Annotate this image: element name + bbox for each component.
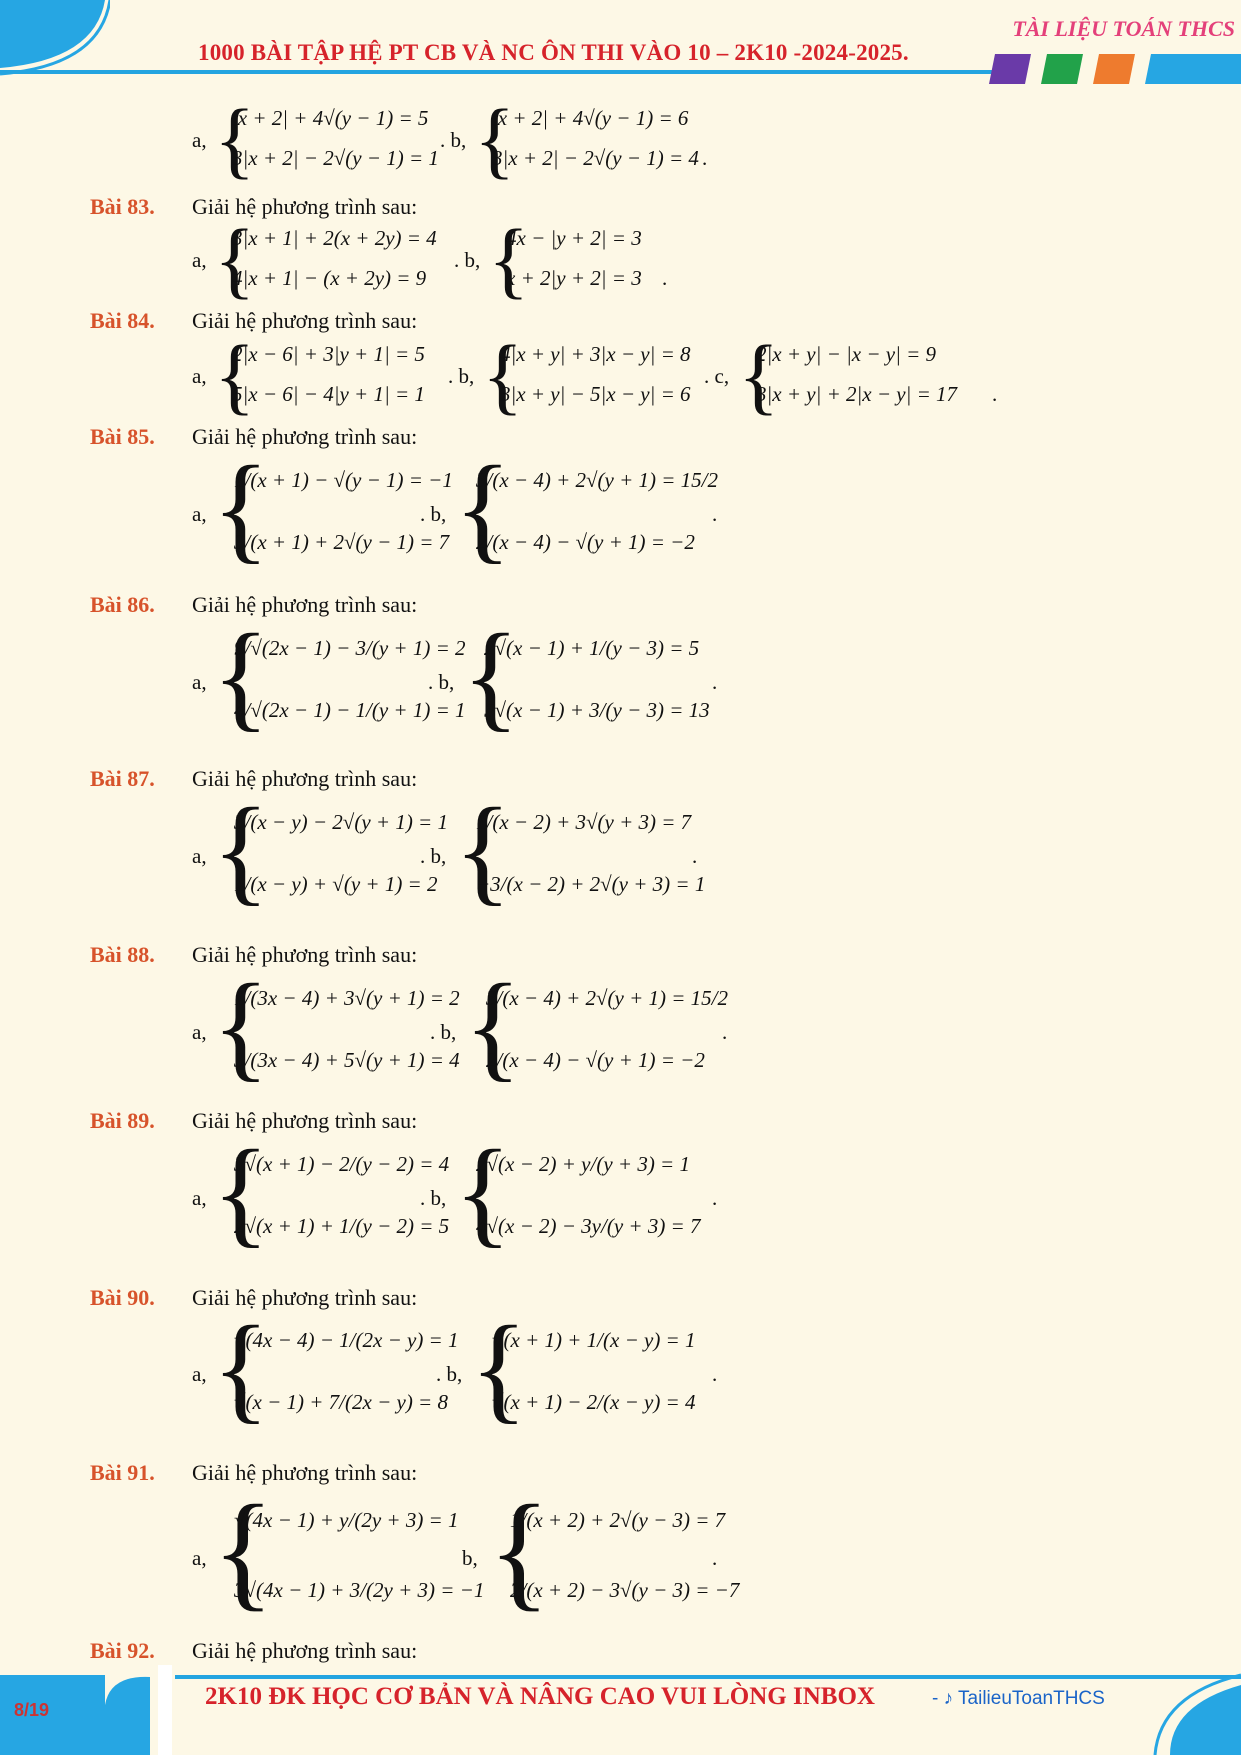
- problem-instruction: Giải hệ phương trình sau:: [192, 308, 418, 333]
- part-a-label: a,: [192, 1546, 207, 1570]
- equation: |x + 2| + 4√(y − 1) = 6: [492, 106, 689, 130]
- equation: 3|x + 2| − 2√(y − 1) = 1: [232, 146, 439, 170]
- problem-84-systems: [192, 327, 1012, 423]
- brace-icon: {: [454, 441, 512, 574]
- end-dot: .: [712, 502, 718, 526]
- part-a-label: a,: [192, 1362, 207, 1386]
- end-dot: .: [692, 844, 698, 868]
- brace-icon: {: [470, 1301, 528, 1434]
- problem-number: Bài 85.: [90, 424, 155, 449]
- equation: 3/(3x − 4) + 5√(y + 1) = 4: [234, 1048, 460, 1072]
- equation: 2/(x − 4) − √(y + 1) = −2: [476, 530, 695, 554]
- equation: 4/√(2x − 1) − 1/(y + 1) = 1: [234, 698, 466, 722]
- equation: 2|x − 6| + 3|y + 1| = 5: [232, 342, 425, 366]
- equation: 3/(x − 4) + 2√(y + 1) = 15/2: [476, 468, 718, 492]
- part-a-label: a,: [192, 502, 207, 526]
- part-b-label: . b,: [436, 1362, 463, 1386]
- problem-instruction: Giải hệ phương trình sau:: [192, 766, 418, 791]
- problem-instruction: Giải hệ phương trình sau:: [192, 942, 418, 967]
- problem-number: Bài 83.: [90, 194, 155, 219]
- top-system: [192, 91, 712, 187]
- end-dot: .: [712, 1362, 718, 1386]
- brace-icon: {: [462, 609, 520, 742]
- part-b-label: . b,: [428, 670, 455, 694]
- header-rule: [0, 70, 1000, 74]
- part-a-label: a,: [192, 1186, 207, 1210]
- equation: √(x + 1) + 1/(x − y) = 1: [492, 1328, 696, 1352]
- equation: √(4x − 4) − 1/(2x − y) = 1: [234, 1328, 459, 1352]
- problem-number: Bài 89.: [90, 1108, 155, 1133]
- brace-icon: {: [488, 211, 530, 307]
- equation: 3|x + y| + 2|x − y| = 17: [756, 382, 958, 406]
- problem-instruction: Giải hệ phương trình sau:: [192, 1460, 418, 1485]
- part-a-label: a,: [192, 844, 207, 868]
- part-b-label: . b,: [420, 502, 447, 526]
- equation: 1/(x − y) + √(y + 1) = 2: [234, 872, 438, 896]
- brace-icon: {: [212, 441, 270, 574]
- brace-icon: {: [212, 1301, 270, 1434]
- problem-instruction: Giải hệ phương trình sau:: [192, 194, 418, 219]
- equation: 3|x + 2| − 2√(y − 1) = 4: [492, 146, 699, 170]
- equation: 4|x + y| + 3|x − y| = 8: [500, 342, 691, 366]
- equation: 2/(x − 4) − √(y + 1) = −2: [486, 1048, 705, 1072]
- brace-icon: {: [464, 959, 522, 1092]
- part-a-label: a,: [192, 128, 207, 152]
- equation: √(x + 1) − 2/(x − y) = 4: [492, 1390, 696, 1414]
- part-a-label: a,: [192, 1020, 207, 1044]
- problem-number: Bài 92.: [90, 1638, 155, 1663]
- brace-icon: {: [738, 327, 780, 423]
- part-a-label: a,: [192, 670, 207, 694]
- brand-title: TÀI LIỆU TOÁN THCS: [1012, 16, 1235, 41]
- equation: 4|x + 1| − (x + 2y) = 9: [232, 266, 427, 290]
- problem-90-systems: [192, 1301, 752, 1434]
- brace-icon: {: [488, 1479, 551, 1623]
- equation: 1/(3x − 4) + 3√(y + 1) = 2: [234, 986, 460, 1010]
- equation: 4√(x − 2) − 3y/(y + 3) = 7: [476, 1214, 701, 1238]
- equation: x + 2|y + 2| = 3: [506, 266, 642, 290]
- problem-instruction: Giải hệ phương trình sau:: [192, 1638, 418, 1663]
- brace-icon: {: [474, 91, 516, 187]
- problem-number: Bài 88.: [90, 942, 155, 967]
- brace-icon: {: [212, 959, 270, 1092]
- brace-icon: {: [212, 783, 270, 916]
- problem-instruction: Giải hệ phương trình sau:: [192, 424, 418, 449]
- equation: 1/(x − 2) + 3√(y + 3) = 7: [476, 810, 692, 834]
- end-dot: .: [722, 1020, 728, 1044]
- part-b-label: . b,: [420, 844, 447, 868]
- equation: √(x − 1) + 7/(2x − y) = 8: [234, 1390, 448, 1414]
- problem-89-systems: [192, 1125, 752, 1258]
- problem-instruction: Giải hệ phương trình sau:: [192, 1285, 418, 1310]
- part-b-label: . b,: [440, 128, 467, 152]
- equation: 4x − |y + 2| = 3: [506, 226, 642, 250]
- problem-85-systems: [192, 441, 752, 574]
- equation: 3/(x − 4) + 2√(y + 1) = 15/2: [486, 986, 728, 1010]
- equation: 1/(x + 1) − √(y − 1) = −1: [234, 468, 453, 492]
- equation: 2/(x + 2) − 3√(y − 3) = −7: [510, 1578, 740, 1602]
- end-dot: .: [712, 1546, 718, 1570]
- problem-instruction: Giải hệ phương trình sau:: [192, 592, 418, 617]
- footer-notice: 2K10 ĐK HỌC CƠ BẢN VÀ NÂNG CAO VUI LÒNG INBOX: [205, 1683, 875, 1710]
- end-dot: .: [712, 670, 718, 694]
- equation: 3/(x − y) − 2√(y + 1) = 1: [234, 810, 448, 834]
- header-color-blocks: [985, 50, 1241, 88]
- equation: |x + 2| + 4√(y − 1) = 5: [232, 106, 429, 130]
- page-number: 8/19: [14, 1700, 50, 1720]
- equation: 2|x + y| − |x − y| = 9: [756, 342, 937, 366]
- part-b-label: . b,: [454, 248, 481, 272]
- problem-88-systems: [192, 959, 752, 1092]
- part-a-label: a,: [192, 248, 207, 272]
- problem-number: Bài 84.: [90, 308, 155, 333]
- brace-icon: {: [212, 1125, 270, 1258]
- equation: 3√(x + 1) − 2/(y − 2) = 4: [234, 1152, 450, 1176]
- equation: 1/(x + 2) + 2√(y − 3) = 7: [510, 1508, 726, 1532]
- problem-number: Bài 87.: [90, 766, 155, 791]
- equation: 3√(4x − 1) + 3/(2y + 3) = −1: [234, 1578, 485, 1602]
- problem-91-systems: [192, 1479, 752, 1623]
- problem-instruction: Giải hệ phương trình sau:: [192, 1108, 418, 1133]
- document-title: 1000 BÀI TẬP HỆ PT CB VÀ NC ÔN THI VÀO 10 – 2K10 -2024-2025.: [198, 40, 909, 65]
- equation: −3/(x − 2) + 2√(y + 3) = 1: [476, 872, 706, 896]
- brace-icon: {: [454, 783, 512, 916]
- problem-number: Bài 90.: [90, 1285, 155, 1310]
- equation: 5|x − 6| − 4|y + 1| = 1: [232, 382, 425, 406]
- part-b-label: . b,: [430, 1020, 457, 1044]
- end-dot: .: [702, 146, 708, 170]
- part-b-label: . b,: [420, 1186, 447, 1210]
- problem-number: Bài 91.: [90, 1460, 155, 1485]
- equation: 9/√(2x − 1) − 3/(y + 1) = 2: [234, 636, 466, 660]
- equation: 2√(x − 1) + 1/(y − 3) = 5: [484, 636, 700, 660]
- part-c-label: . c,: [704, 364, 730, 388]
- brace-icon: {: [214, 91, 256, 187]
- end-dot: .: [712, 1186, 718, 1210]
- part-a-label: a,: [192, 364, 207, 388]
- equation: 5√(x − 1) + 3/(y − 3) = 13: [484, 698, 710, 722]
- problem-86-systems: [192, 609, 752, 742]
- equation: 2√(x + 1) + 1/(y − 2) = 5: [234, 1214, 450, 1238]
- equation: 3|x + y| − 5|x − y| = 6: [500, 382, 691, 406]
- problem-number: Bài 86.: [90, 592, 155, 617]
- brace-icon: {: [454, 1125, 512, 1258]
- problem-83-systems: [192, 211, 712, 307]
- brace-icon: {: [482, 327, 524, 423]
- corner-decoration-top-left: [0, 0, 110, 80]
- part-b-label: . b,: [448, 364, 475, 388]
- equation: 3/(x + 1) + 2√(y − 1) = 7: [234, 530, 450, 554]
- end-dot: .: [992, 382, 998, 406]
- brace-icon: {: [212, 609, 270, 742]
- problem-87-systems: [192, 783, 752, 916]
- equation: 2√(x − 2) + y/(y + 3) = 1: [476, 1152, 690, 1176]
- equation: √(4x − 1) + y/(2y + 3) = 1: [234, 1508, 459, 1532]
- end-dot: .: [662, 266, 668, 290]
- part-b-label: b,: [462, 1546, 478, 1570]
- brace-icon: {: [212, 1479, 275, 1623]
- footer-social-link[interactable]: - ♪ TailieuToanTHCS: [932, 1688, 1105, 1709]
- equation: 3|x + 1| + 2(x + 2y) = 4: [232, 226, 437, 250]
- brace-icon: {: [214, 211, 256, 307]
- brace-icon: {: [214, 327, 256, 423]
